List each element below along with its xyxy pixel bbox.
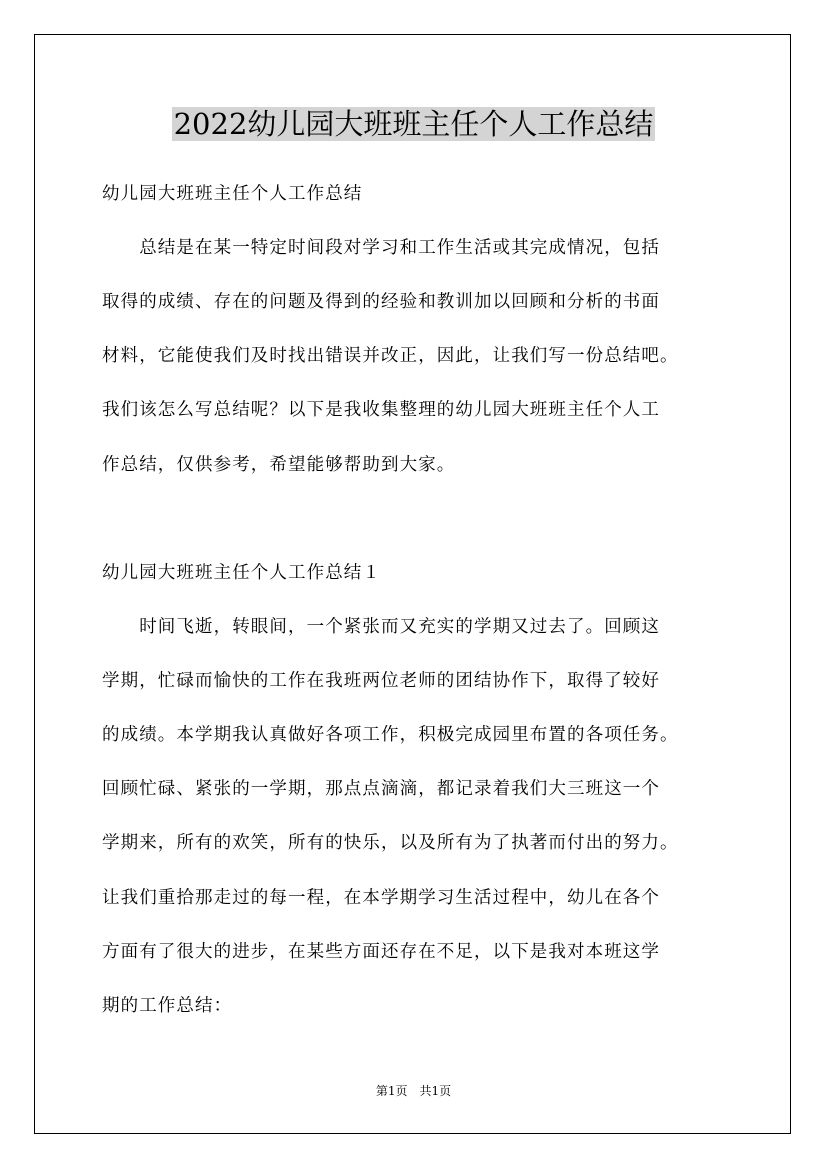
body-line-8: 期的工作总结： bbox=[102, 996, 233, 1016]
body-line-4: 回顾忙碌、紧张的一学期，那点点滴滴，都记录着我们大三班这一个 bbox=[102, 779, 660, 799]
body-line-7: 方面有了很大的进步，在某些方面还存在不足，以下是我对本班这学 bbox=[102, 942, 660, 962]
intro-line-5: 作总结，仅供参考，希望能够帮助到大家。 bbox=[102, 455, 456, 475]
intro-line-4: 我们该怎么写总结呢？以下是我收集整理的幼儿园大班班主任个人工 bbox=[102, 400, 660, 420]
document-subtitle: 幼儿园大班班主任个人工作总结 bbox=[102, 184, 363, 204]
intro-line-2: 取得的成绩、存在的问题及得到的经验和教训加以回顾和分析的书面 bbox=[102, 292, 660, 312]
page-footer: 第1页 共1页 bbox=[375, 1084, 452, 1098]
intro-line-1: 总结是在某一特定时间段对学习和工作生活或其完成情况，包括 bbox=[102, 238, 660, 258]
body-line-6: 让我们重拾那走过的每一程，在本学期学习生活过程中，幼儿在各个 bbox=[102, 888, 660, 908]
body-line-1: 时间飞逝，转眼间，一个紧张而又充实的学期又过去了。回顾这 bbox=[102, 617, 660, 637]
section-heading: 幼儿园大班班主任个人工作总结１ bbox=[102, 563, 381, 583]
body-line-5: 学期来，所有的欢笑，所有的快乐，以及所有为了执著而付出的努力。 bbox=[102, 833, 679, 853]
body-line-3: 的成绩。本学期我认真做好各项工作，积极完成园里布置的各项任务。 bbox=[102, 725, 679, 745]
document-title-text: 2022幼儿园大班班主任个人工作总结 bbox=[173, 107, 654, 141]
intro-line-3: 材料，它能使我们及时找出错误并改正，因此，让我们写一份总结吧。 bbox=[102, 346, 679, 366]
document-title bbox=[0, 104, 827, 144]
body-line-2: 学期，忙碌而愉快的工作在我班两位老师的团结协作下，取得了较好 bbox=[102, 671, 660, 691]
